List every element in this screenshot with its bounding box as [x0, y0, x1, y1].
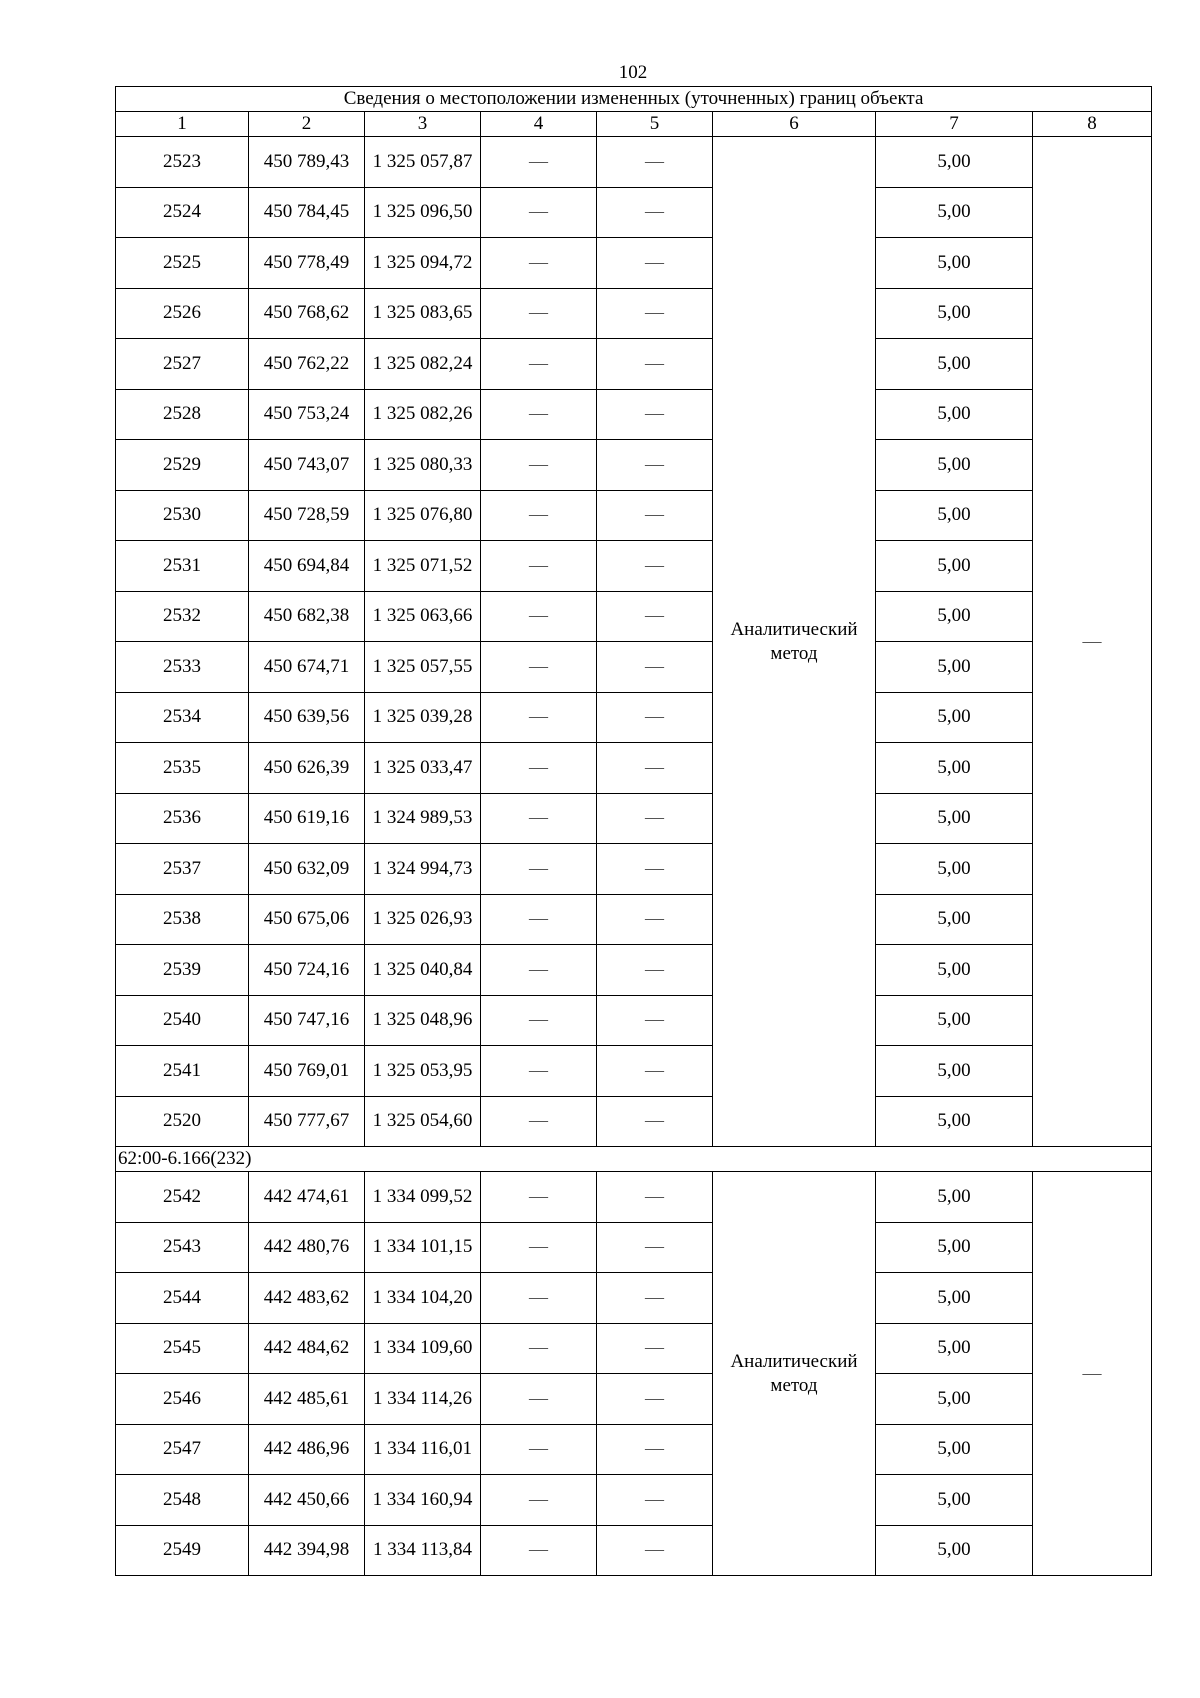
coord-x: 450 694,84: [249, 541, 365, 592]
coord-y: 1 334 101,15: [365, 1222, 481, 1273]
accuracy-value: 5,00: [876, 844, 1033, 895]
point-number: 2531: [116, 541, 249, 592]
column-header: 5: [597, 112, 713, 137]
section-label: 62:00-6.166(232): [116, 1147, 1152, 1172]
column-header: 1: [116, 112, 249, 137]
coord-y: 1 325 026,93: [365, 894, 481, 945]
col4-value: —: [481, 238, 597, 289]
coord-y: 1 325 048,96: [365, 995, 481, 1046]
table-row: [116, 1323, 1152, 1374]
coord-y: 1 325 053,95: [365, 1046, 481, 1097]
coord-y: 1 325 039,28: [365, 692, 481, 743]
col5-value: —: [597, 743, 713, 794]
coord-y: 1 325 082,24: [365, 339, 481, 390]
col4-value: —: [481, 1475, 597, 1526]
col4-value: —: [481, 1273, 597, 1324]
coord-y: 1 325 094,72: [365, 238, 481, 289]
col4-value: —: [481, 642, 597, 693]
accuracy-value: 5,00: [876, 591, 1033, 642]
point-number: 2535: [116, 743, 249, 794]
col5-value: —: [597, 642, 713, 693]
col5-value: —: [597, 187, 713, 238]
coord-y: 1 334 116,01: [365, 1424, 481, 1475]
accuracy-value: 5,00: [876, 440, 1033, 491]
col5-value: —: [597, 591, 713, 642]
col8-value: —: [1033, 1172, 1152, 1576]
col4-value: —: [481, 187, 597, 238]
point-number: 2524: [116, 187, 249, 238]
coord-x: 442 484,62: [249, 1323, 365, 1374]
coord-x: 450 675,06: [249, 894, 365, 945]
point-number: 2528: [116, 389, 249, 440]
accuracy-value: 5,00: [876, 642, 1033, 693]
coord-y: 1 325 082,26: [365, 389, 481, 440]
coord-x: 442 486,96: [249, 1424, 365, 1475]
accuracy-value: 5,00: [876, 1525, 1033, 1576]
point-number: 2540: [116, 995, 249, 1046]
column-header: 8: [1033, 112, 1152, 137]
table-row: [116, 995, 1152, 1046]
table-row: [116, 1525, 1152, 1576]
coord-y: 1 334 114,26: [365, 1374, 481, 1425]
table-row: [116, 692, 1152, 743]
table-row: [116, 490, 1152, 541]
accuracy-value: 5,00: [876, 995, 1033, 1046]
point-number: 2544: [116, 1273, 249, 1324]
accuracy-value: 5,00: [876, 137, 1033, 188]
col4-value: —: [481, 743, 597, 794]
point-number: 2530: [116, 490, 249, 541]
accuracy-value: 5,00: [876, 389, 1033, 440]
col4-value: —: [481, 541, 597, 592]
table-row: [116, 1424, 1152, 1475]
point-number: 2545: [116, 1323, 249, 1374]
coord-y: 1 325 096,50: [365, 187, 481, 238]
method-cell: [713, 1172, 876, 1576]
accuracy-value: 5,00: [876, 894, 1033, 945]
point-number: 2543: [116, 1222, 249, 1273]
accuracy-value: 5,00: [876, 187, 1033, 238]
page-number: 102: [618, 62, 648, 83]
col4-value: —: [481, 389, 597, 440]
table-title: Сведения о местоположении измененных (уточненных) границ объекта: [116, 87, 1152, 112]
col4-value: —: [481, 490, 597, 541]
point-number: 2539: [116, 945, 249, 996]
col5-value: —: [597, 1424, 713, 1475]
col4-value: —: [481, 945, 597, 996]
column-header: 2: [249, 112, 365, 137]
point-number: 2534: [116, 692, 249, 743]
column-header: 3: [365, 112, 481, 137]
coord-y: 1 325 083,65: [365, 288, 481, 339]
col4-value: —: [481, 1323, 597, 1374]
coord-x: 442 474,61: [249, 1172, 365, 1223]
coord-x: 450 753,24: [249, 389, 365, 440]
accuracy-value: 5,00: [876, 1096, 1033, 1147]
table-row: [116, 440, 1152, 491]
accuracy-value: 5,00: [876, 1374, 1033, 1425]
column-header: 7: [876, 112, 1033, 137]
section-label-row: [116, 1147, 1152, 1172]
coord-x: 450 747,16: [249, 995, 365, 1046]
col5-value: —: [597, 1273, 713, 1324]
table-row: [116, 793, 1152, 844]
method-text: Аналитический метод: [730, 1350, 858, 1396]
coord-y: 1 334 113,84: [365, 1525, 481, 1576]
col4-value: —: [481, 288, 597, 339]
coord-y: 1 325 057,55: [365, 642, 481, 693]
accuracy-value: 5,00: [876, 1424, 1033, 1475]
coord-x: 442 394,98: [249, 1525, 365, 1576]
table-row: [116, 238, 1152, 289]
table-row: [116, 1273, 1152, 1324]
point-number: 2537: [116, 844, 249, 895]
coord-x: 450 743,07: [249, 440, 365, 491]
coord-y: 1 324 989,53: [365, 793, 481, 844]
point-number: 2525: [116, 238, 249, 289]
col5-value: —: [597, 1323, 713, 1374]
coord-x: 450 728,59: [249, 490, 365, 541]
column-header: 6: [713, 112, 876, 137]
col4-value: —: [481, 1525, 597, 1576]
accuracy-value: 5,00: [876, 793, 1033, 844]
table-row: [116, 288, 1152, 339]
col5-value: —: [597, 1046, 713, 1097]
col5-value: —: [597, 288, 713, 339]
accuracy-value: 5,00: [876, 1323, 1033, 1374]
accuracy-value: 5,00: [876, 238, 1033, 289]
point-number: 2541: [116, 1046, 249, 1097]
table-row: [116, 1096, 1152, 1147]
col4-value: —: [481, 339, 597, 390]
coord-y: 1 325 071,52: [365, 541, 481, 592]
coord-y: 1 325 063,66: [365, 591, 481, 642]
col5-value: —: [597, 1096, 713, 1147]
coord-y: 1 324 994,73: [365, 844, 481, 895]
boundary-table: [115, 86, 1152, 1576]
coord-x: 450 632,09: [249, 844, 365, 895]
col4-value: —: [481, 1096, 597, 1147]
col5-value: —: [597, 894, 713, 945]
table-row: [116, 137, 1152, 188]
coord-x: 450 724,16: [249, 945, 365, 996]
col8-value: —: [1033, 137, 1152, 1147]
method-text: Аналитический метод: [730, 618, 858, 664]
table-row: [116, 339, 1152, 390]
col4-value: —: [481, 692, 597, 743]
accuracy-value: 5,00: [876, 288, 1033, 339]
col4-value: —: [481, 1046, 597, 1097]
col4-value: —: [481, 1424, 597, 1475]
col5-value: —: [597, 440, 713, 491]
accuracy-value: 5,00: [876, 945, 1033, 996]
coord-x: 450 619,16: [249, 793, 365, 844]
accuracy-value: 5,00: [876, 1046, 1033, 1097]
table-row: [116, 945, 1152, 996]
col4-value: —: [481, 894, 597, 945]
table-row: [116, 844, 1152, 895]
col4-value: —: [481, 1374, 597, 1425]
table-row: [116, 1475, 1152, 1526]
table-row: [116, 591, 1152, 642]
point-number: 2547: [116, 1424, 249, 1475]
table-row: [116, 187, 1152, 238]
point-number: 2549: [116, 1525, 249, 1576]
coord-y: 1 325 076,80: [365, 490, 481, 541]
col5-value: —: [597, 995, 713, 1046]
col5-value: —: [597, 541, 713, 592]
coord-x: 450 682,38: [249, 591, 365, 642]
col5-value: —: [597, 844, 713, 895]
coord-x: 450 762,22: [249, 339, 365, 390]
col5-value: —: [597, 1374, 713, 1425]
coord-x: 442 485,61: [249, 1374, 365, 1425]
table-row: [116, 743, 1152, 794]
col4-value: —: [481, 440, 597, 491]
point-number: 2523: [116, 137, 249, 188]
coord-x: 450 777,67: [249, 1096, 365, 1147]
col4-value: —: [481, 1222, 597, 1273]
col4-value: —: [481, 1172, 597, 1223]
column-header: 4: [481, 112, 597, 137]
coord-x: 450 789,43: [249, 137, 365, 188]
col4-value: —: [481, 844, 597, 895]
accuracy-value: 5,00: [876, 339, 1033, 390]
coord-x: 450 768,62: [249, 288, 365, 339]
col5-value: —: [597, 945, 713, 996]
table-row: [116, 1374, 1152, 1425]
col5-value: —: [597, 1172, 713, 1223]
col5-value: —: [597, 389, 713, 440]
accuracy-value: 5,00: [876, 743, 1033, 794]
coord-y: 1 334 109,60: [365, 1323, 481, 1374]
col4-value: —: [481, 591, 597, 642]
accuracy-value: 5,00: [876, 692, 1033, 743]
coord-x: 442 483,62: [249, 1273, 365, 1324]
point-number: 2520: [116, 1096, 249, 1147]
table-row: [116, 541, 1152, 592]
point-number: 2542: [116, 1172, 249, 1223]
accuracy-value: 5,00: [876, 541, 1033, 592]
col5-value: —: [597, 490, 713, 541]
point-number: 2548: [116, 1475, 249, 1526]
col4-value: —: [481, 995, 597, 1046]
coord-x: 450 784,45: [249, 187, 365, 238]
table-row: [116, 1222, 1152, 1273]
coord-x: 442 480,76: [249, 1222, 365, 1273]
coord-y: 1 325 080,33: [365, 440, 481, 491]
coord-y: 1 325 033,47: [365, 743, 481, 794]
method-cell: [713, 137, 876, 1147]
table-row: [116, 894, 1152, 945]
coord-x: 450 778,49: [249, 238, 365, 289]
col5-value: —: [597, 1475, 713, 1526]
coord-y: 1 334 160,94: [365, 1475, 481, 1526]
point-number: 2526: [116, 288, 249, 339]
point-number: 2546: [116, 1374, 249, 1425]
accuracy-value: 5,00: [876, 1273, 1033, 1324]
coord-x: 450 626,39: [249, 743, 365, 794]
accuracy-value: 5,00: [876, 1172, 1033, 1223]
table-row: [116, 389, 1152, 440]
table-body: [116, 87, 1152, 1576]
coord-y: 1 325 054,60: [365, 1096, 481, 1147]
point-number: 2529: [116, 440, 249, 491]
point-number: 2533: [116, 642, 249, 693]
point-number: 2527: [116, 339, 249, 390]
accuracy-value: 5,00: [876, 1475, 1033, 1526]
table-title-row: [116, 87, 1152, 112]
accuracy-value: 5,00: [876, 490, 1033, 541]
coord-y: 1 334 099,52: [365, 1172, 481, 1223]
col5-value: —: [597, 1525, 713, 1576]
point-number: 2532: [116, 591, 249, 642]
point-number: 2536: [116, 793, 249, 844]
col5-value: —: [597, 692, 713, 743]
point-number: 2538: [116, 894, 249, 945]
coord-y: 1 325 057,87: [365, 137, 481, 188]
col4-value: —: [481, 793, 597, 844]
column-header-row: [116, 112, 1152, 137]
accuracy-value: 5,00: [876, 1222, 1033, 1273]
col5-value: —: [597, 137, 713, 188]
table-row: [116, 642, 1152, 693]
coord-x: 450 674,71: [249, 642, 365, 693]
col5-value: —: [597, 339, 713, 390]
col4-value: —: [481, 137, 597, 188]
table-row: [116, 1046, 1152, 1097]
col5-value: —: [597, 793, 713, 844]
col5-value: —: [597, 238, 713, 289]
coord-x: 450 639,56: [249, 692, 365, 743]
col5-value: —: [597, 1222, 713, 1273]
table-row: [116, 1172, 1152, 1223]
coord-y: 1 325 040,84: [365, 945, 481, 996]
coord-x: 442 450,66: [249, 1475, 365, 1526]
coord-x: 450 769,01: [249, 1046, 365, 1097]
coord-y: 1 334 104,20: [365, 1273, 481, 1324]
